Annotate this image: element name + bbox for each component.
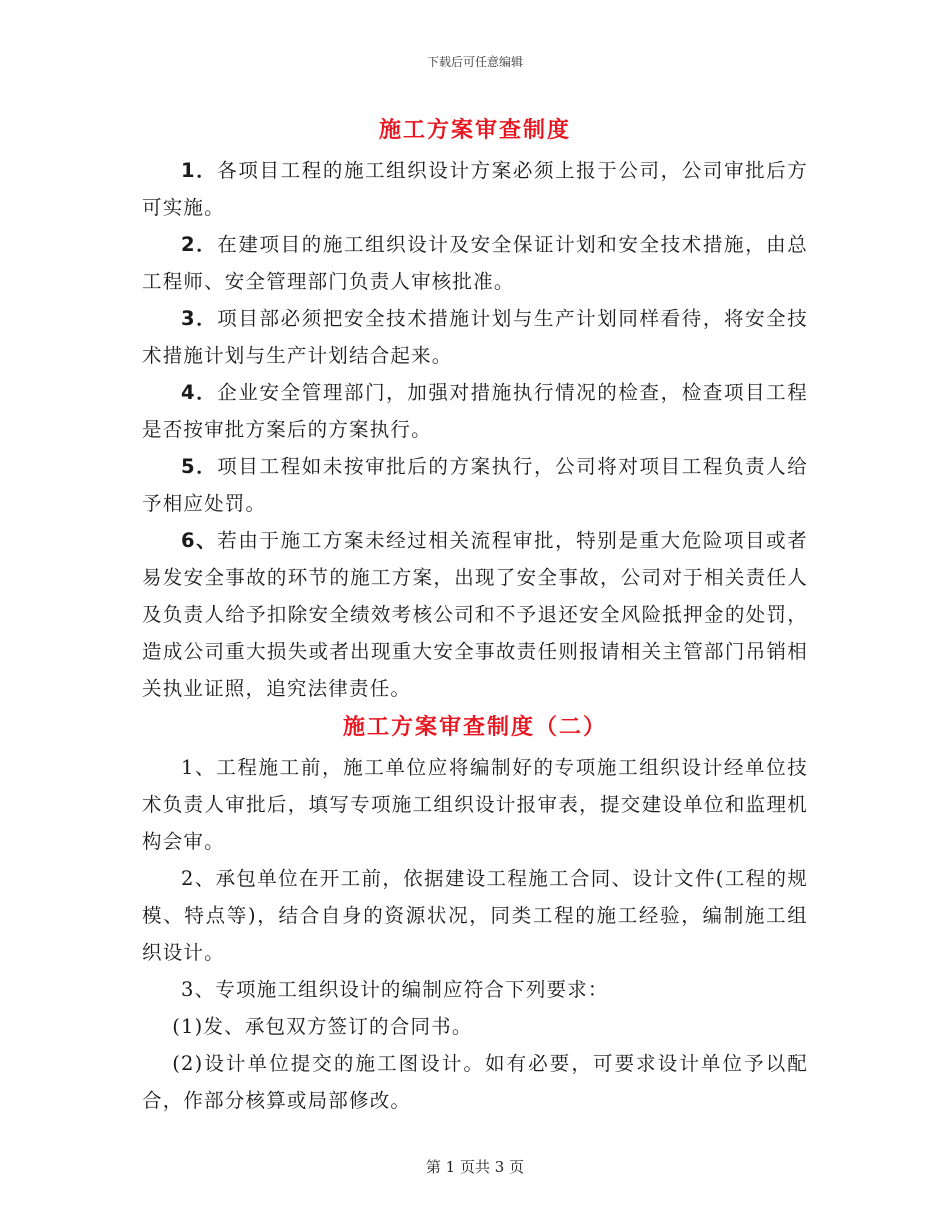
item-text: 在建项目的施工组织设计及安全保证计划和安全技术措施，由总工程师、安全管理部门负责人审核批准。 [142, 233, 808, 293]
item-number: 5． [181, 455, 218, 478]
item-number: 3． [181, 307, 218, 330]
list-item [142, 522, 808, 707]
list-item [142, 374, 808, 448]
list-item [142, 152, 808, 226]
item-number: 3、 [181, 978, 216, 1001]
item-number: 4． [181, 381, 218, 404]
item-text: 设计单位提交的施工图设计。如有必要，可要求设计单位予以配合，作部分核算或局部修改。 [142, 1052, 808, 1112]
page-number: 第 1 页共 3 页 [425, 1158, 525, 1176]
item-text: 承包单位在开工前，依据建设工程施工合同、设计文件(工程的规模、特点等)，结合自身的资源状况，同类工程的施工经验，编制施工组织设计。 [142, 867, 808, 964]
list-item [142, 971, 808, 1008]
item-number: 1、 [181, 756, 217, 779]
item-number: 6、 [181, 529, 218, 552]
list-item [142, 860, 808, 971]
item-number: 1． [181, 159, 218, 182]
header-note: 下载后可任意编辑 [426, 55, 523, 69]
item-text: 各项目工程的施工组织设计方案必须上报于公司，公司审批后方可实施。 [142, 159, 808, 219]
item-text: 工程施工前，施工单位应将编制好的专项施工组织设计经单位技术负责人审批后，填写专项施工组织设计报审表，提交建设单位和监理机构会审。 [142, 756, 808, 853]
list-item [142, 749, 808, 860]
list-item [142, 300, 808, 374]
item-number: 2、 [181, 867, 216, 890]
item-text: 企业安全管理部门，加强对措施执行情况的检查，检查项目工程是否按审批方案后的方案执行。 [142, 381, 808, 441]
item-text: 发、承包双方签订的合同书。 [203, 1015, 473, 1038]
list-item [142, 1045, 808, 1119]
item-text: 项目部必须把安全技术措施计划与生产计划同样看待，将安全技术措施计划与生产计划结合起来。 [142, 307, 808, 367]
section-title-1: 施工方案审查制度 [378, 117, 571, 143]
item-text: 专项施工组织设计的编制应符合下列要求： [215, 978, 609, 1001]
list-item [142, 226, 808, 300]
item-text: 若由于施工方案未经过相关流程审批，特别是重大危险项目或者易发安全事故的环节的施工方案，出现了安全事故，公司对于相关责任人及负责人给予扣除安全绩效考核公司和不予退还安全风险抵押金的处罚，造成公司重大损失或者出现重大安全事故责任则报请相关主管部门吊销相关执业证照，追究法律责任。 [142, 529, 808, 700]
list-item [142, 448, 808, 522]
document-body [142, 112, 808, 1119]
item-number: (2) [172, 1052, 204, 1075]
section-title-2: 施工方案审查制度（二） [342, 714, 607, 740]
item-number: 2． [181, 233, 218, 256]
item-text: 项目工程如未按审批后的方案执行，公司将对项目工程负责人给予相应处罚。 [142, 455, 808, 515]
item-number: (1) [172, 1015, 204, 1038]
list-item [142, 1008, 808, 1045]
